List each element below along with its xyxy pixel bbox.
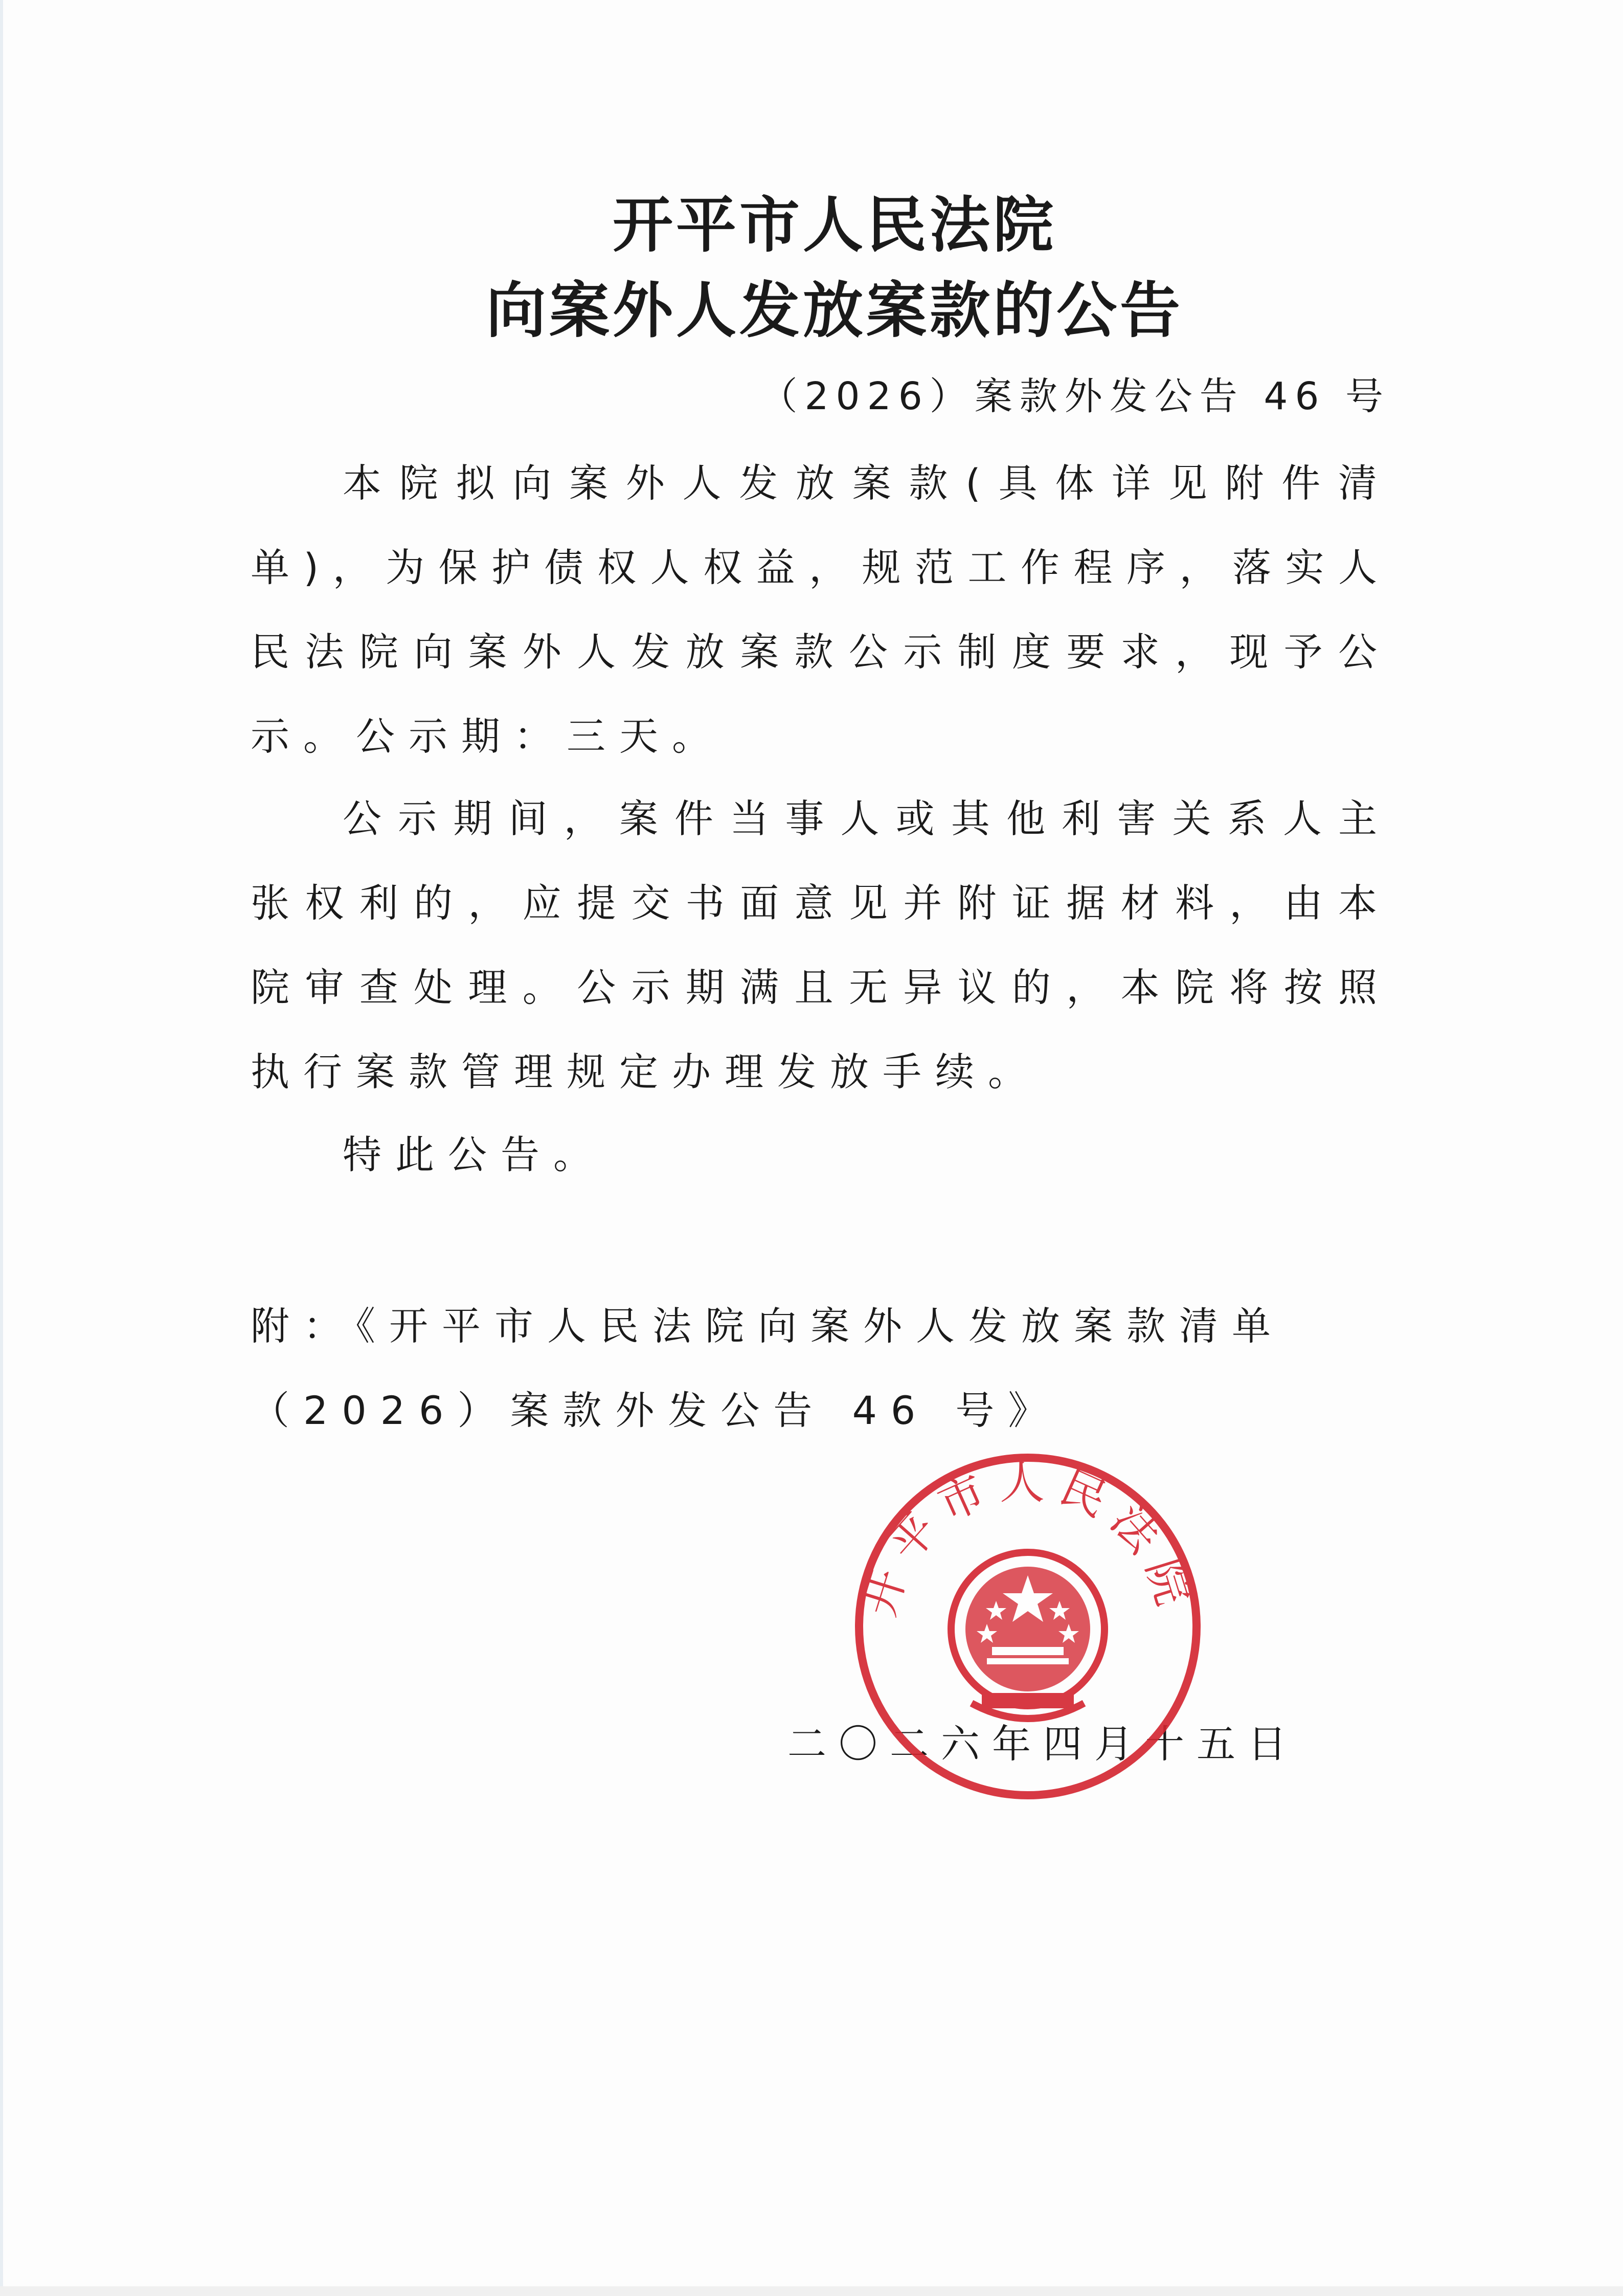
court-seal-icon [849,1447,1207,1805]
body-paragraph-closing: 特此公告。 [343,1132,606,1177]
notice-title: 向案外人发放案款的公告 [485,275,1183,346]
court-name-title: 开平市人民法院 [612,189,1056,260]
seal-text: 开平市人民法院 [852,1456,1203,1622]
body-paragraph-1: 本院拟向案外人发放案款(具体详见附件清单)，为保护债权人权益，规范工作程序，落实人民法院向案外人发放案款公示制度要求，现予公示。公示期：三天。 [251,460,1391,759]
national-emblem-icon [951,1552,1104,1719]
scan-edge-left [0,0,3,2296]
body-paragraph-2: 公示期间，案件当事人或其他利害关系人主张权利的，应提交书面意见并附证据材料，由本院审查处理。公示期满且无异议的，本院将按照执行案款管理规定办理发放手续。 [251,796,1391,1095]
scan-edge-bottom [0,2286,1623,2296]
issue-date: 二〇二六年四月十五日 [787,1721,1299,1767]
document-number: （2026）案款外发公告 46 号 [759,374,1390,418]
attachment-note: 附：《开平市人民法院向案外人发放案款清单（2026）案款外发公告 46 号》 [251,1303,1284,1433]
